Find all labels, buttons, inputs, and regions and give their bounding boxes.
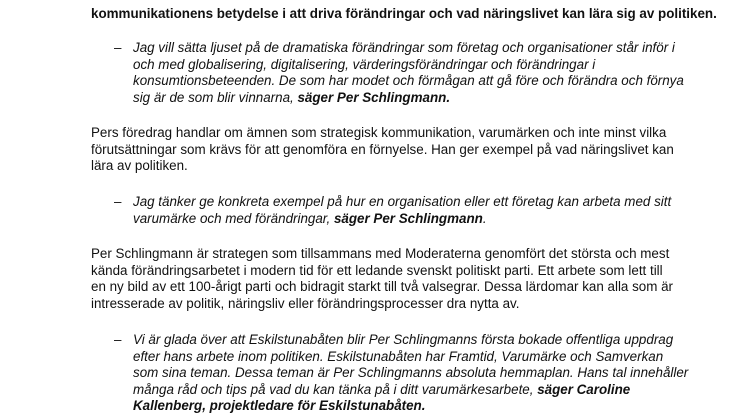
intro-paragraph [91, 0, 717, 21]
quote-per-schlingmann-1 [91, 40, 713, 106]
intro-line: kommunikationens betydelse i att driva förändringar och vad näringslivet kan lära sig av politiken. [91, 6, 717, 21]
quote-line: konsumtionsbeteenden. De som har modet och förmågan att gå före och förändra och förnya [133, 73, 684, 88]
paragraph-line: lära av politiken. [91, 158, 188, 173]
quote-line: Jag vill sätta ljuset på de dramatiska förändringar som företag och organisationer står inför i [133, 40, 675, 55]
paragraph-line: Pers föredrag handlar om ämnen som strategisk kommunikation, varumärken och inte minst vilka [91, 125, 667, 140]
quote-line: som sina teman. Dessa teman är Per Schlingmanns absoluta hemmaplan. Hans tal innehåller [133, 365, 689, 380]
body-paragraph-1 [91, 125, 674, 175]
paragraph-line: intresserade av politik, näringsliv eller förändringsprocesser dra nytta av. [91, 295, 520, 311]
quote-attribution-start: säger Caroline [537, 381, 631, 397]
quote-attribution: säger Per Schlingmann. [297, 89, 451, 105]
body-paragraph-2 [91, 246, 674, 312]
quote-line: Jag tänker ge konkreta exempel på hur en organisation eller ett företag kan arbeta med sitt [133, 194, 672, 209]
quote-attribution: säger Per Schlingmann [333, 210, 483, 226]
dash-bullet: – [114, 40, 122, 55]
paragraph-line: förutsättningar som krävs för att genomföra en förnyelse. Han ger exempel på vad näringslivet kan [91, 141, 674, 157]
dash-bullet: – [114, 194, 122, 209]
paragraph-line: kända förändringsarbetet i modern tid för ett ledande svenskt politiskt parti. Ett arbete som lett till [91, 262, 663, 278]
quote-text: många råd och tips på vad du kan tänka på i ditt varumärkesarbete, [133, 381, 538, 397]
quote-line [133, 382, 713, 399]
quote-per-schlingmann-2 [91, 194, 713, 227]
quote-line-last [133, 90, 713, 107]
quote-caroline-kallenberg [91, 332, 713, 415]
dash-bullet: – [114, 332, 122, 347]
quote-line: Vi är glada över att Eskilstunabåten blir Per Schlingmanns första bokade offentliga uppdrag [133, 332, 674, 347]
quote-text: sig är de som blir vinnarna, [133, 89, 298, 105]
quote-tail: . [482, 210, 487, 226]
quote-line: efter hans arbete inom politiken. Eskilstunabåten har Framtid, Varumärke och Samverkan [133, 348, 664, 364]
quote-line: och med globalisering, digitalisering, värderingsförändringar och förändringar i [133, 56, 596, 72]
quote-text: varumärke och med förändringar, [133, 210, 334, 226]
quote-line-last [133, 211, 713, 228]
paragraph-line: Per Schlingmann är strategen som tillsammans med Moderaterna genomfört det största och mest [91, 246, 670, 261]
quote-attribution-end: Kallenberg, projektledare för Eskilstunabåten. [133, 398, 426, 413]
paragraph-line: en ny bild av ett 100-årigt parti och bidragit starkt till två valsegrar. Dessa lärdomar kan alla som är [91, 279, 674, 294]
